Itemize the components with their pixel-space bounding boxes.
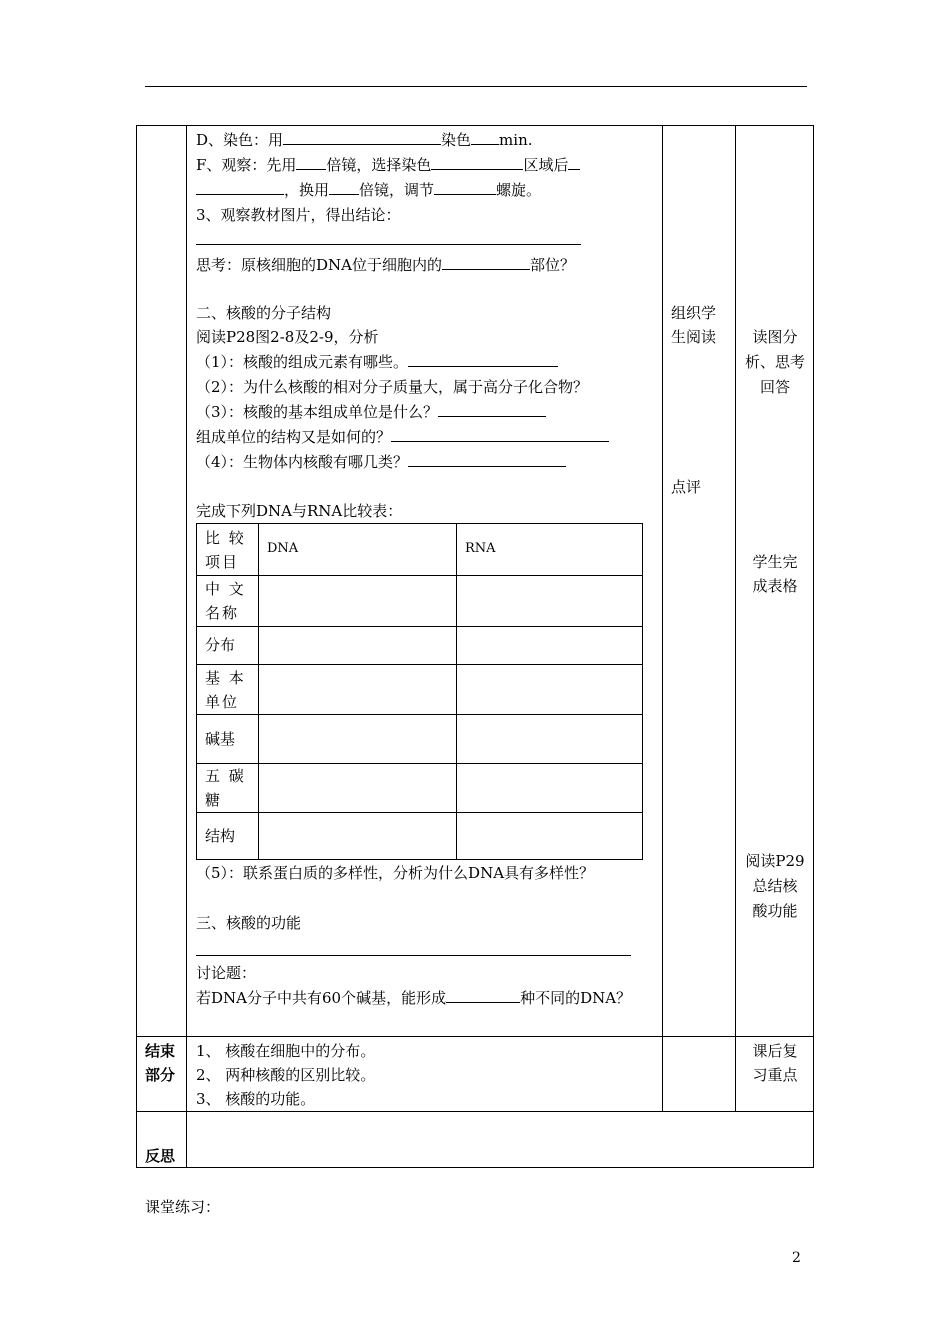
conclusion-answer-line[interactable]	[196, 244, 581, 245]
col-divider-1	[186, 125, 187, 1168]
blank[interactable]	[434, 179, 496, 195]
blank[interactable]	[442, 254, 530, 270]
student-activity: 成表格	[752, 577, 798, 595]
student-activity: 总结核	[752, 877, 798, 895]
observe-line-2: ，换用 倍镜，调节 螺旋。	[196, 178, 541, 202]
table-row-label: 中 文名称	[205, 580, 246, 622]
student-activity: 读图分	[752, 328, 798, 346]
col-divider-2	[662, 125, 663, 1111]
row-divider-2	[136, 1111, 814, 1112]
question-2: （2）：为什么核酸的相对分子质量大，属于高分子化合物？	[196, 378, 589, 396]
table-row-label: 分布	[205, 636, 236, 654]
col-divider-3	[735, 125, 736, 1111]
review-note: 习重点	[752, 1066, 798, 1084]
table-header-compare: 比 较项目	[205, 529, 246, 571]
question-1: （1）：核酸的组成元素有哪些。	[196, 350, 558, 374]
blank[interactable]	[408, 351, 558, 367]
blank[interactable]	[431, 154, 523, 170]
discussion-question: 若DNA分子中共有60个碱基，能形成 种不同的DNA？	[196, 989, 632, 1007]
ending-section-label: 结束	[145, 1042, 176, 1060]
table-row-line	[197, 714, 642, 715]
table-row-label: 碱基	[205, 730, 236, 748]
think-question: 思考：原核细胞的DNA位于细胞内的 部位？	[196, 256, 576, 274]
teacher-activity: 点评	[671, 478, 702, 496]
section-2-title: 二、核酸的分子结构	[196, 304, 332, 322]
blank[interactable]	[471, 129, 499, 145]
summary-item: 1、 核酸在细胞中的分布。	[196, 1042, 376, 1060]
question-3b: 组成单位的结构又是如何的？	[196, 425, 609, 449]
observe-line-1: F、观察：先用 倍镜，选择染色 区域后	[196, 153, 580, 177]
blank[interactable]	[408, 451, 566, 467]
table-row-line	[197, 664, 642, 665]
table-row-label: 基 本单位	[205, 669, 246, 711]
student-activity: 析、思考	[744, 353, 805, 371]
blank[interactable]	[196, 179, 284, 195]
header-rule	[145, 86, 807, 87]
dna-rna-comparison-table	[196, 523, 643, 860]
blank[interactable]	[283, 129, 441, 145]
teacher-activity: 生阅读	[671, 328, 717, 346]
row-divider-1	[136, 1036, 814, 1037]
reading-instruction: 阅读P28图2-8及2-9，分析	[196, 328, 379, 346]
ending-section-label: 部分	[145, 1066, 176, 1084]
table-row-label: 五 碳糖	[205, 767, 246, 809]
summary-item: 3、 核酸的功能。	[196, 1090, 316, 1108]
blank[interactable]	[446, 987, 520, 1003]
discussion-heading: 讨论题：	[196, 964, 257, 982]
blank[interactable]	[438, 401, 546, 417]
question-5: （5）：联系蛋白质的多样性，分析为什么DNA具有多样性？	[196, 864, 595, 882]
student-activity: 学生完	[752, 553, 798, 571]
stain-line: D、染色：用 染色 min.	[196, 131, 533, 149]
table-row-line	[197, 626, 642, 627]
question-3: （3）：核酸的基本组成单位是什么？	[196, 400, 546, 424]
page-number: 2	[792, 1250, 801, 1266]
function-answer-line[interactable]	[196, 955, 631, 956]
reflection-label: 反思	[145, 1147, 176, 1165]
table-header-dna: DNA	[267, 541, 299, 556]
table-intro: 完成下列DNA与RNA比较表：	[196, 502, 403, 520]
table-row-line	[197, 812, 642, 813]
student-activity: 酸功能	[752, 902, 798, 920]
summary-item: 2、 两种核酸的区别比较。	[196, 1066, 376, 1084]
teacher-activity: 组织学	[671, 304, 717, 322]
student-activity: 阅读P29	[745, 852, 805, 870]
review-note: 课后复	[752, 1042, 798, 1060]
table-row-label: 结构	[205, 827, 236, 845]
blank[interactable]	[568, 154, 580, 170]
student-activity: 回答	[759, 378, 790, 396]
practice-heading: 课堂练习：	[145, 1198, 221, 1216]
table-row-line	[197, 575, 642, 576]
conclusion-heading: 3、观察教材图片，得出结论：	[196, 206, 401, 224]
blank[interactable]	[296, 154, 326, 170]
blank[interactable]	[391, 426, 609, 442]
table-row-line	[197, 763, 642, 764]
blank[interactable]	[329, 179, 359, 195]
table-header-rna: RNA	[465, 541, 496, 556]
question-4: （4）：生物体内核酸有哪几类？	[196, 450, 566, 474]
section-3-title: 三、核酸的功能	[196, 914, 302, 932]
